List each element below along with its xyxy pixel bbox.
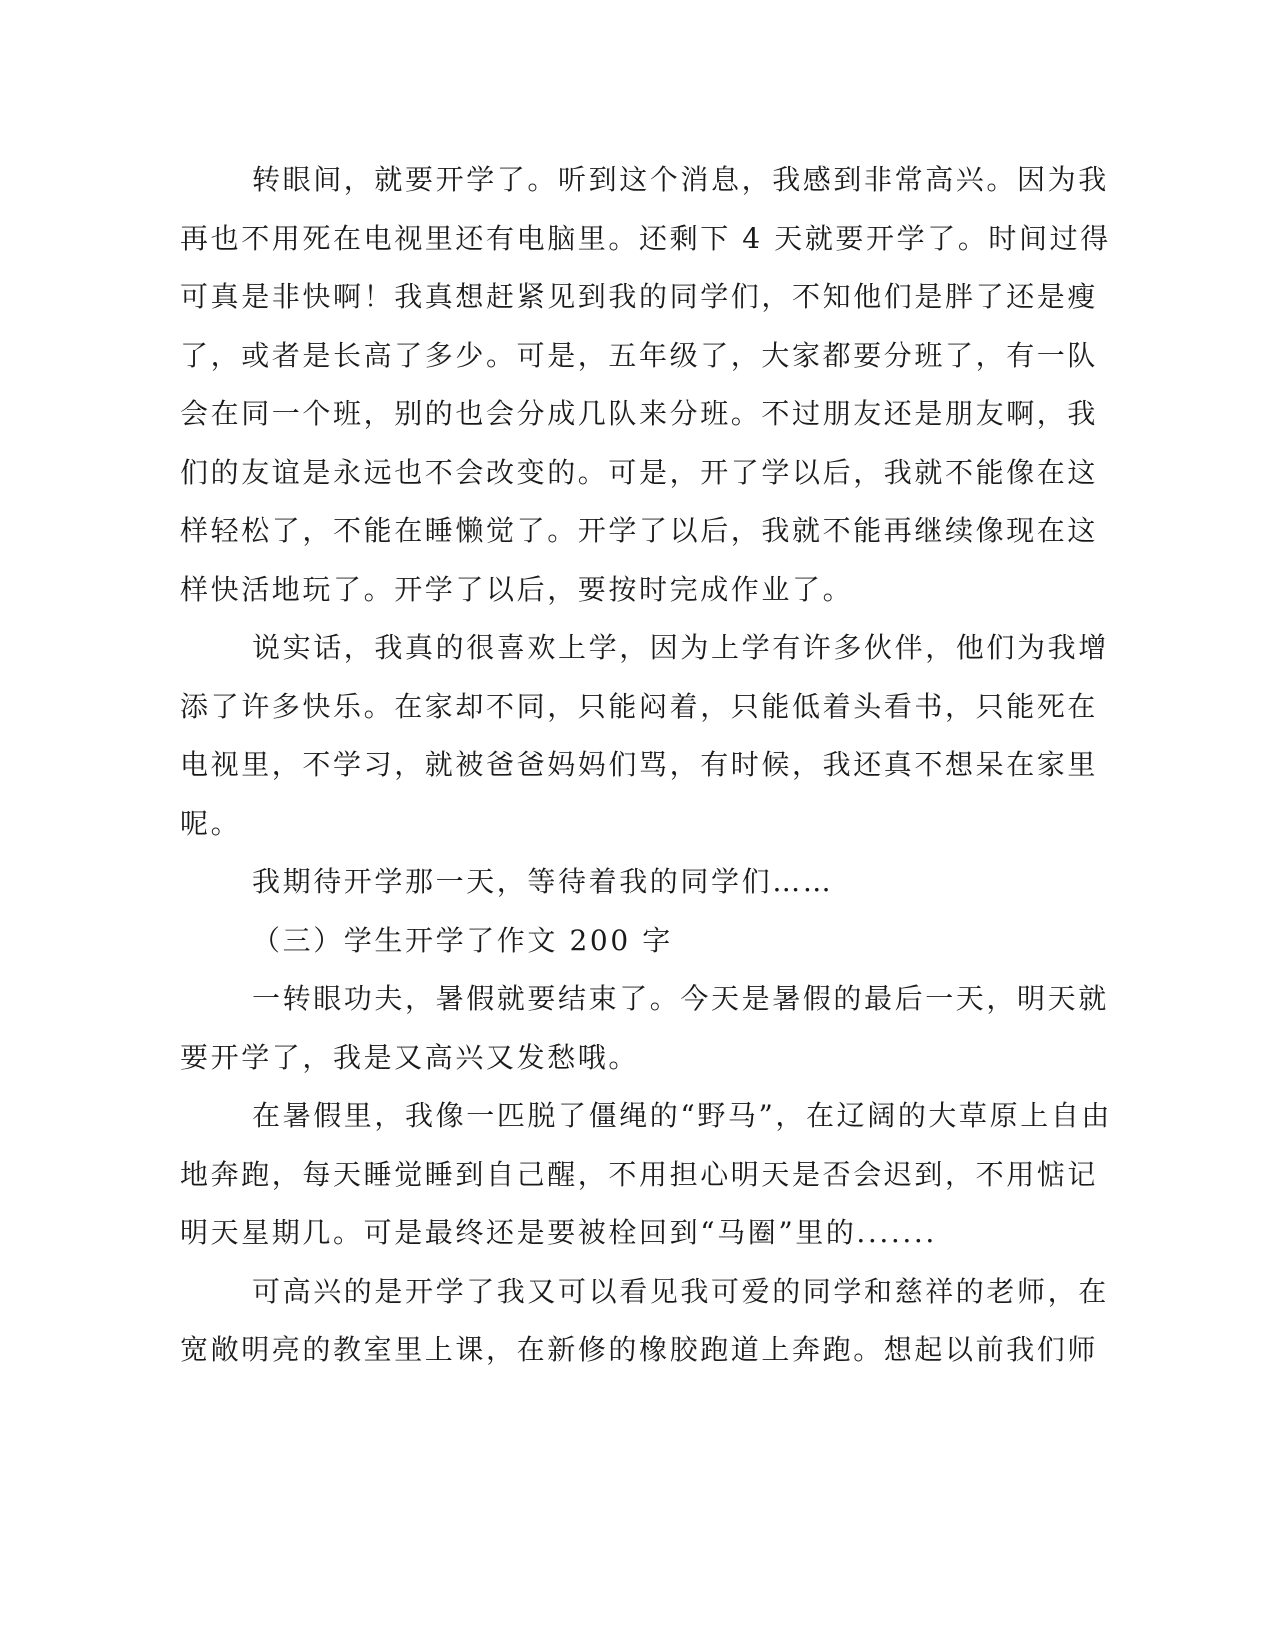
paragraph-5-line-1: 在暑假里，我像一匹脱了僵绳的“野马”，在辽阔的大草原上自由 [252,1099,1113,1132]
paragraph-4-line-2: 要开学了，我是又高兴又发愁哦。 [180,1041,640,1074]
paragraph-2-line-1: 说实话，我真的很喜欢上学，因为上学有许多伙伴，他们为我增 [252,631,1109,664]
paragraph-3-line-1: 我期待开学那一天，等待着我的同学们…… [252,865,834,898]
paragraph-1-line-6: 们的友谊是永远也不会改变的。可是，开了学以后，我就不能像在这 [180,456,1099,489]
paragraph-1-line-1: 转眼间，就要开学了。听到这个消息，我感到非常高兴。因为我 [252,163,1109,196]
paragraph-6-line-1: 可高兴的是开学了我又可以看见我可爱的同学和慈祥的老师，在 [252,1275,1109,1308]
paragraph-5-line-3: 明天星期几。可是最终还是要被栓回到“马圈”里的....... [180,1216,937,1249]
paragraph-4-line-1: 一转眼功夫，暑假就要结束了。今天是暑假的最后一天，明天就 [252,982,1109,1015]
paragraph-1-line-8: 样快活地玩了。开学了以后，要按时完成作业了。 [180,573,854,606]
paragraph-1-line-3: 可真是非快啊！我真想赶紧见到我的同学们，不知他们是胖了还是瘦 [180,280,1099,313]
paragraph-6-line-2: 宽敞明亮的教室里上课，在新修的橡胶跑道上奔跑。想起以前我们师 [180,1333,1099,1366]
paragraph-1-line-5: 会在同一个班，别的也会分成几队来分班。不过朋友还是朋友啊，我 [180,397,1099,430]
paragraph-1-line-2: 再也不用死在电视里还有电脑里。还剩下 4 天就要开学了。时间过得 [180,222,1111,255]
section-heading: （三）学生开学了作文 200 字 [252,924,673,957]
paragraph-2-line-4: 呢。 [180,807,242,840]
paragraph-2-line-2: 添了许多快乐。在家却不同，只能闷着，只能低着头看书，只能死在 [180,690,1099,723]
paragraph-1-line-7: 样轻松了，不能在睡懒觉了。开学了以后，我就不能再继续像现在这 [180,514,1099,547]
paragraph-2-line-3: 电视里，不学习，就被爸爸妈妈们骂，有时候，我还真不想呆在家里 [180,748,1099,781]
paragraph-1-line-4: 了，或者是长高了多少。可是，五年级了，大家都要分班了，有一队 [180,339,1099,372]
paragraph-5-line-2: 地奔跑，每天睡觉睡到自己醒，不用担心明天是否会迟到，不用惦记 [180,1158,1099,1191]
